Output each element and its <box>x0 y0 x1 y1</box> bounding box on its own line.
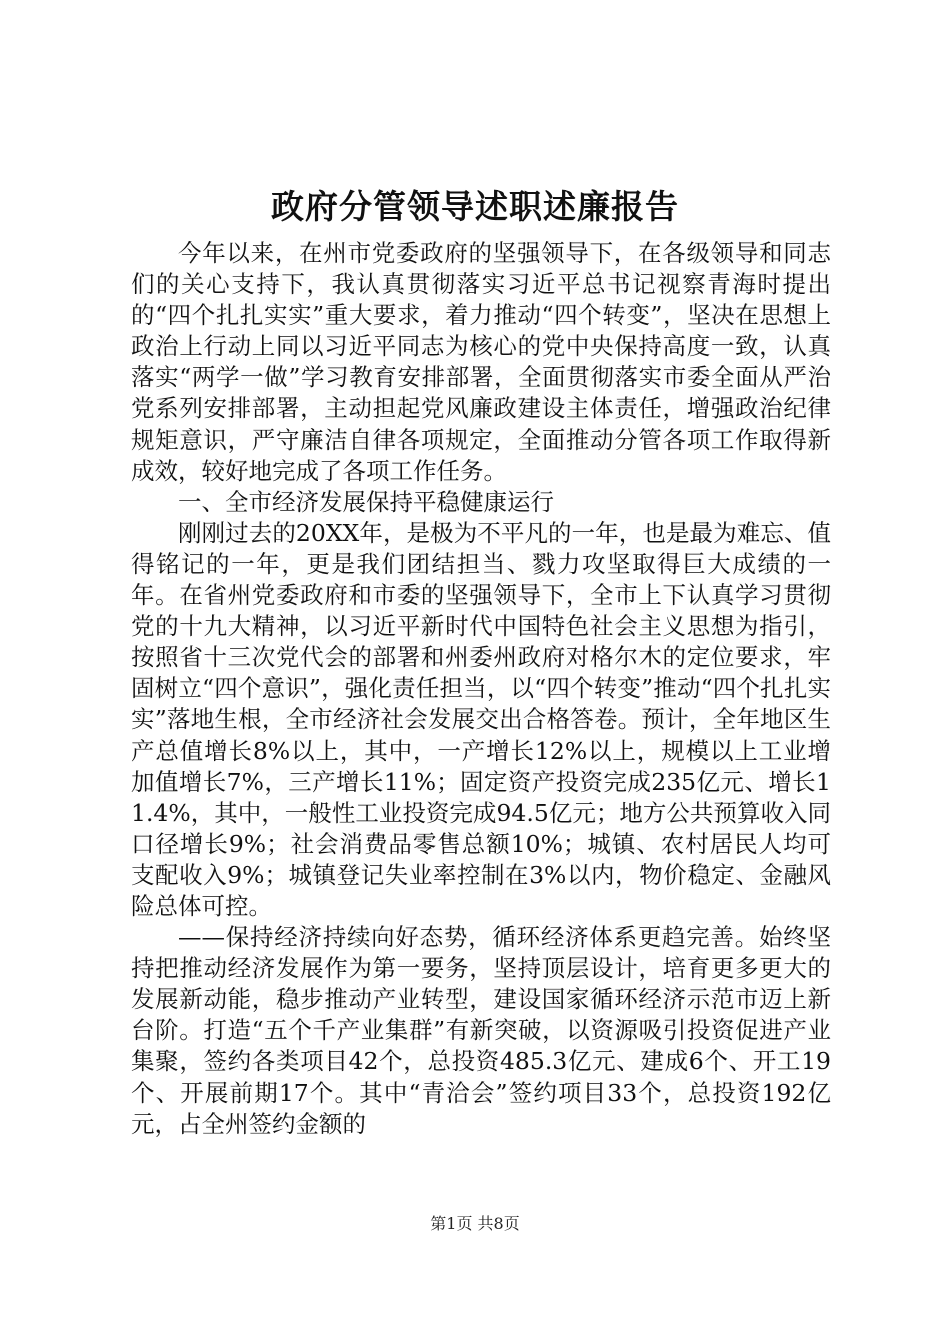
document-title: 政府分管领导述职述廉报告 <box>271 187 679 226</box>
section-heading: 一、全市经济发展保持平稳健康运行 <box>178 487 554 516</box>
paragraph-circular-economy: ——保持经济持续向好态势，循环经济体系更趋完善。始终坚持把推动经济发展作为第一要务，坚持顶层设计，培育更多更大的发展新动能，稳步推动产业转型，建设国家循环经济示范市迈上新台阶。打造“五个千产业集群”有新突破，以资源吸引投资促进产业集聚，签约各类项目42个，总投资485.3亿元、建成6个、开工19个、开展前期17个。其中“青洽会”签约项目33个，总投资192亿元，占全州签约金额的 <box>131 923 831 1138</box>
page-number-footer: 第1页 共8页 <box>430 1214 520 1233</box>
paragraph-intro: 今年以来，在州市党委政府的坚强领导下，在各级领导和同志们的关心支持下，我认真贯彻落实习近平总书记视察青海时提出的“四个扎扎实实”重大要求，着力推动“四个转变”，坚决在思想上政治上行动上同以习近平同志为核心的党中央保持高度一致，认真落实“两学一做”学习教育安排部署，全面贯彻落实市委全面从严治党系列安排部署，主动担起党风廉政建设主体责任，增强政治纪律规矩意识，严守廉洁自律各项规定，全面推动分管各项工作取得新成效，较好地完成了各项工作任务。 <box>131 239 831 485</box>
paragraph-economy: 刚刚过去的20XX年，是极为不平凡的一年，也是最为难忘、值得铭记的一年，更是我们团结担当、戮力攻坚取得巨大成绩的一年。在省州党委政府和市委的坚强领导下，全市上下认真学习贯彻党的十九大精神，以习近平新时代中国特色社会主义思想为指引，按照省十三次党代会的部署和州委州政府对格尔木的定位要求，牢固树立“四个意识”，强化责任担当，以“四个转变”推动“四个扎扎实实”落地生根，全市经济社会发展交出合格答卷。预计，全年地区生产总值增长8%以上，其中，一产增长12%以上，规模以上工业增加值增长7%，三产增长11%；固定资产投资完成235亿元、增长11.4%，其中，一般性工业投资完成94.5亿元；地方公共预算收入同口径增长9%；社会消费品零售总额10%；城镇、农村居民人均可支配收入9%；城镇登记失业率控制在3%以内，物价稳定、金融风险总体可控。 <box>131 518 831 920</box>
document-body <box>131 238 831 1140</box>
